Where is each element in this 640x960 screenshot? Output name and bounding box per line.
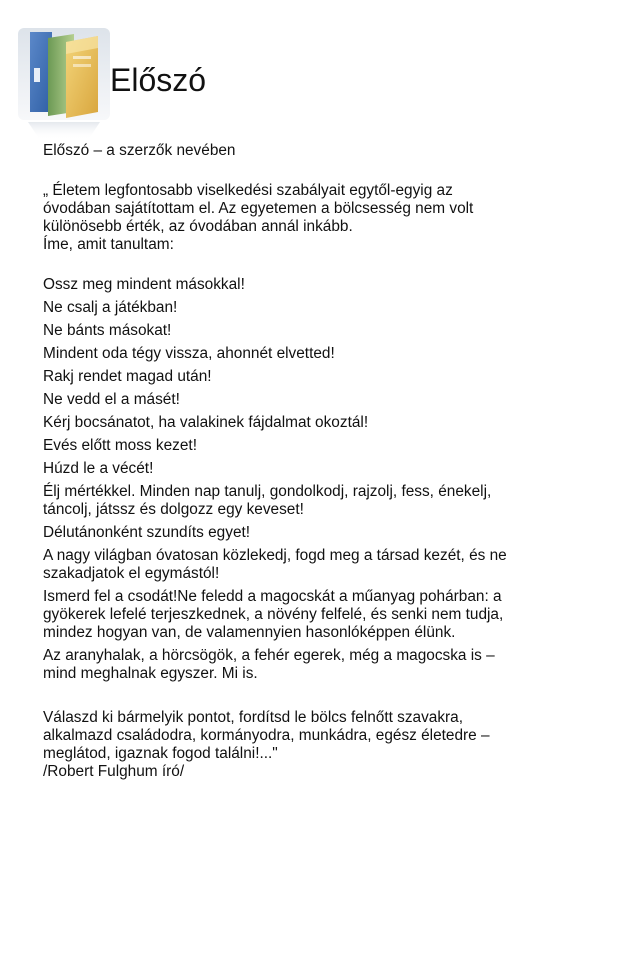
- author-signature: /Robert Fulghum író/: [43, 763, 185, 780]
- document-subtitle: Előszó – a szerzők nevében: [43, 142, 236, 159]
- closing-line: Válaszd ki bármelyik pontot, fordítsd le bölcs felnőtt szavakra,: [43, 709, 464, 726]
- rule-line: Húzd le a vécét!: [43, 460, 154, 477]
- rule-line: mindez hogyan van, de valamennyien hasonlóképpen élünk.: [43, 624, 456, 641]
- rule-item: [43, 322, 603, 340]
- rule-line: Rakj rendet magad után!: [43, 368, 212, 385]
- rule-line: Kérj bocsánatot, ha valakinek fájdalmat okoztál!: [43, 414, 369, 431]
- closing-line: alkalmazd családodra, kormányodra, munkádra, egész életedre –: [43, 727, 490, 744]
- rule-line: Ne vedd el a másét!: [43, 391, 180, 408]
- rule-line: A nagy világban óvatosan közlekedj, fogd meg a társad kezét, és ne: [43, 547, 507, 564]
- rule-line: Ne bánts másokat!: [43, 322, 172, 339]
- rule-item: [43, 368, 603, 386]
- rules-list: [43, 276, 603, 683]
- rule-line: Az aranyhalak, a hörcsögök, a fehér egerek, még a magocska is –: [43, 647, 495, 664]
- rule-line: mind meghalnak egyszer. Mi is.: [43, 665, 258, 682]
- rule-item: [43, 483, 603, 519]
- rule-item: [43, 524, 603, 542]
- folder-document-icon: [18, 28, 110, 140]
- intro-line: Íme, amit tanultam:: [43, 236, 174, 253]
- rule-item: [43, 547, 603, 583]
- rule-line: Mindent oda tégy vissza, ahonnét elvetted!: [43, 345, 335, 362]
- rule-item: [43, 437, 603, 455]
- rule-line: Élj mértékkel. Minden nap tanulj, gondolkodj, rajzolj, fess, énekelj,: [43, 483, 492, 500]
- rule-line: Ossz meg mindent másokkal!: [43, 276, 245, 293]
- document-body: [43, 142, 603, 781]
- rule-item: [43, 345, 603, 363]
- rule-item: [43, 460, 603, 478]
- rule-line: Délutánonként szundíts egyet!: [43, 524, 251, 541]
- rule-item: [43, 391, 603, 409]
- closing-line: meglátod, igaznak fogod találni!...": [43, 745, 278, 762]
- rule-item: [43, 414, 603, 432]
- rule-line: táncolj, játssz és dolgozz egy keveset!: [43, 501, 304, 518]
- page-header: [18, 28, 618, 138]
- rule-line: gyökerek lefelé terjeszkednek, a növény felfelé, és senki nem tudja,: [43, 606, 504, 623]
- rule-item: [43, 276, 603, 294]
- rule-line: Ismerd fel a csodát!Ne feledd a magocskát a műanyag pohárban: a: [43, 588, 502, 605]
- rule-item: [43, 588, 603, 642]
- rule-line: Ne csalj a játékban!: [43, 299, 178, 316]
- rule-line: szakadjatok el egymástól!: [43, 565, 220, 582]
- intro-line: „ Életem legfontosabb viselkedési szabályait egytől-egyig az: [43, 182, 453, 199]
- intro-paragraph: [43, 182, 603, 254]
- intro-line: különösebb érték, az óvodában annál inkább.: [43, 218, 353, 235]
- rule-item: [43, 299, 603, 317]
- closing-paragraph: [43, 709, 603, 781]
- rule-item: [43, 647, 603, 683]
- rule-line: Evés előtt moss kezet!: [43, 437, 197, 454]
- intro-line: óvodában sajátítottam el. Az egyetemen a bölcsesség nem volt: [43, 200, 474, 217]
- page-title: Előszó: [110, 62, 207, 98]
